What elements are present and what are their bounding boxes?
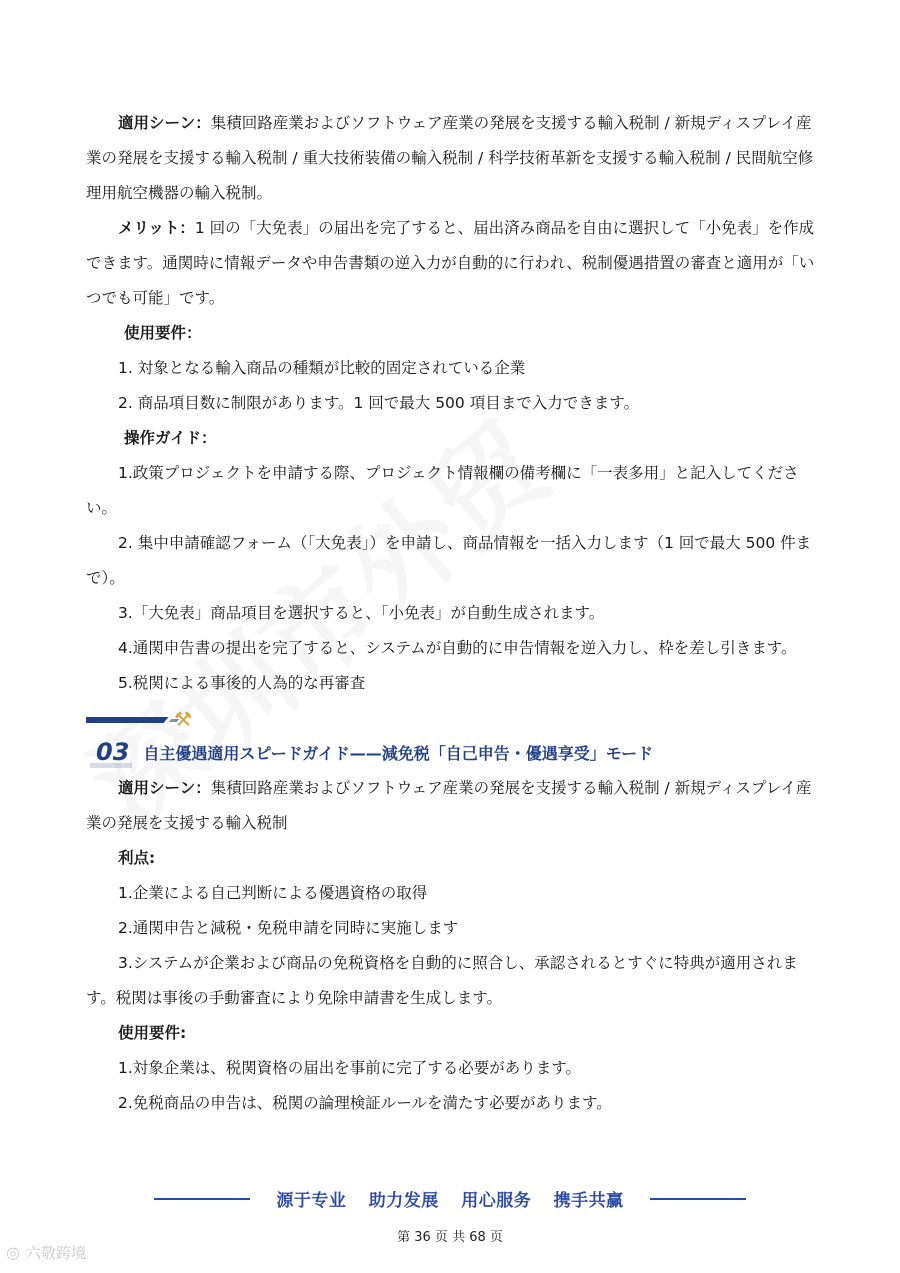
page-number: 第 36 页 共 68 页 xyxy=(397,1230,503,1245)
scene-text: 集積回路産業およびソフトウェア産業の発展を支援する輸入税制 / 新規ディスプレイ産業の発展を支援する輸入税制 / 重大技術装備の輸入税制 / 科学技術革新を支援する輸入税制 / 民間航空修理用航空機器の輸入税制。 xyxy=(86,114,814,202)
divider-bar xyxy=(86,717,164,723)
brand-watermark xyxy=(6,1242,86,1263)
section-divider xyxy=(86,707,820,735)
brand-logo-icon: ◎ xyxy=(6,1243,20,1262)
requirement-item: 1. 対象となる輸入商品の種類が比較的固定されている企業 xyxy=(118,359,526,377)
merit-label: メリット： xyxy=(118,219,195,237)
scene-paragraph xyxy=(86,106,820,211)
brand-name: 六敬跨境 xyxy=(25,1244,86,1262)
requirements-heading: 使用要件: xyxy=(118,1024,187,1042)
merit-text: 1 回の「大免表」の届出を完了すると、届出済み商品を自由に選択して「小免表」を作成できます。通関時に情報データや申告書類の逆入力が自動的に行われ、税制優遇措置の審査と適用が「いつでも可能」です。 xyxy=(86,219,815,307)
guide-item: 5.税関による事後的人為的な再審査 xyxy=(118,674,366,692)
section-number: 03 xyxy=(96,738,130,766)
slogan-item: 源于专业 xyxy=(276,1191,347,1211)
slogan-item: 用心服务 xyxy=(461,1191,532,1211)
scene-label: 適用シーン： xyxy=(118,114,211,132)
footer-slogan-bar xyxy=(0,1186,900,1211)
section-title: 自主優遇適用スピードガイド——減免税「自己申告・優遇享受」モード xyxy=(143,743,654,763)
scene-label: 適用シーン： xyxy=(118,779,211,797)
requirements-heading: 使用要件： xyxy=(124,324,202,342)
requirement-item: 2. 商品項目数に制限があります。1 回で最大 500 項目まで入力できます。 xyxy=(118,394,639,412)
scene-text: 集積回路産業およびソフトウェア産業の発展を支援する輸入税制 / 新規ディスプレイ産業の発展を支援する輸入税制 xyxy=(86,779,812,832)
guide-item: 3.「大免表」商品項目を選択すると、「小免表」が自動生成されます。 xyxy=(118,604,605,622)
guide-item: 1.政策プロジェクトを申請する際、プロジェクト情報欄の備考欄に「一表多用」と記入してください。 xyxy=(86,464,799,517)
slogan-item: 携手共赢 xyxy=(553,1191,624,1211)
benefit-item: 1.企業による自己判断による優遇資格の取得 xyxy=(118,884,428,902)
guide-heading: 操作ガイド： xyxy=(124,429,217,447)
section-heading xyxy=(86,735,820,769)
requirement-item: 1.対象企業は、税関資格の届出を事前に完了する必要があります。 xyxy=(118,1059,582,1077)
benefit-item: 3.システムが企業および商品の免税資格を自動的に照合し、承認されるとすぐに特典が適用されます。税関は事後の手動審査により免除申請書を生成します。 xyxy=(86,954,798,1007)
requirement-item: 2.免税商品の申告は、税関の論理検証ルールを満たす必要があります。 xyxy=(118,1094,612,1112)
merit-paragraph xyxy=(86,211,820,316)
document-body xyxy=(86,106,820,1121)
guide-item: 4.通関申告書の提出を完了すると、システムが自動的に申告情報を逆入力し、枠を差し引きます。 xyxy=(118,639,797,657)
footer-slogan xyxy=(268,1186,631,1211)
scene-paragraph xyxy=(86,771,820,841)
benefit-heading: 利点: xyxy=(118,849,156,867)
benefit-item: 2.通関申告と減税・免税申請を同時に実施します xyxy=(118,919,459,937)
slogan-item: 助力发展 xyxy=(368,1191,439,1211)
guide-item: 2. 集中申請確認フォーム（「大免表」）を申請し、商品情報を一括入力します（1 回で最大 500 件まで）。 xyxy=(86,534,812,587)
tools-icon: ⚒ xyxy=(174,707,192,731)
footer-line-left xyxy=(154,1198,250,1200)
footer-line-right xyxy=(650,1198,746,1200)
